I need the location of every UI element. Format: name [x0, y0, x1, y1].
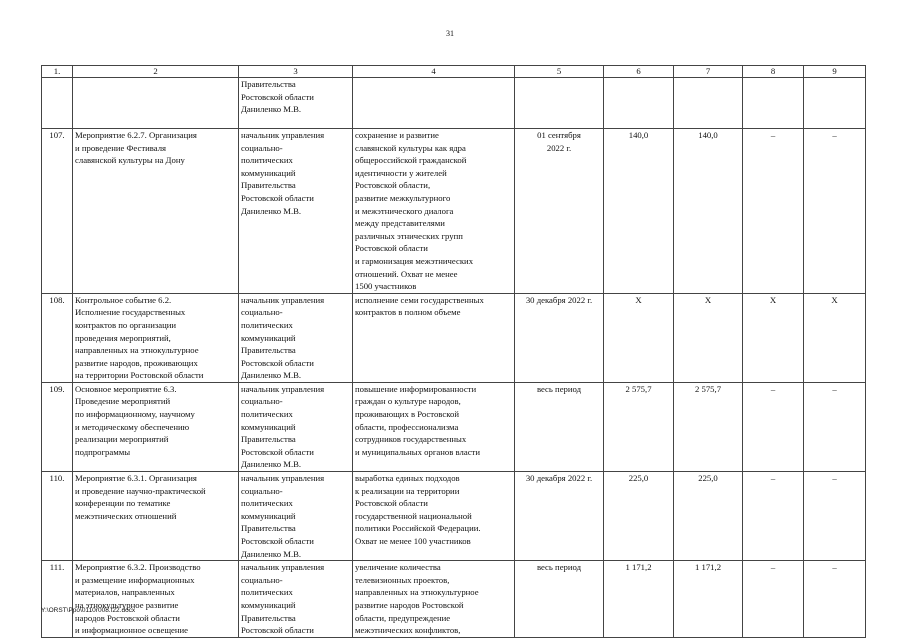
amount-other-cell: –: [804, 472, 866, 561]
column-header: 9: [804, 66, 866, 78]
text-line: Охват не менее 100 участников: [355, 536, 471, 546]
text-line: 30 декабря 2022 г.: [525, 473, 593, 484]
text-line: весь период: [536, 383, 582, 394]
measure-name-cell: [73, 293, 239, 382]
text-line: граждан о культуре народов,: [355, 396, 461, 407]
amount-federal-cell: –: [743, 472, 804, 561]
text-line: политических: [241, 319, 293, 330]
text-line: Ростовской области: [355, 498, 428, 509]
text-line: 01 сентября: [537, 130, 581, 140]
continuation-row: [42, 78, 866, 129]
text-line: Ростовской области: [241, 91, 314, 102]
text-line: межэтнических конфликтов,: [355, 625, 461, 636]
text-line: Ростовской области: [241, 357, 314, 368]
text-line: развитие народов Ростовской: [355, 599, 464, 610]
text-line: области, предупреждение: [355, 612, 451, 623]
text-line: славянской культуры как ядра: [355, 142, 466, 153]
text-line: к реализации на территории: [355, 485, 460, 496]
page-number: 31: [446, 29, 454, 38]
text-line: политических: [241, 587, 293, 598]
column-header: 6: [604, 66, 674, 78]
text-line: развитие народов, проживающих: [75, 357, 198, 368]
responsible-cell: [239, 129, 353, 294]
text-line: и информационное освещение: [75, 625, 189, 636]
text-line: конференции по тематике: [75, 498, 171, 509]
text-line: Даниленко М.В.: [241, 548, 302, 559]
text-line: Ростовской области: [355, 243, 428, 254]
expected-result-cell: [353, 472, 515, 561]
text-line: увеличение количества: [355, 562, 441, 573]
amount-regional-cell: 225,0: [674, 472, 743, 561]
amount-other-cell: –: [804, 561, 866, 638]
empty-cell: [42, 78, 73, 129]
text-line: 2022 г.: [546, 142, 572, 153]
text-line: и методическому обеспечению: [75, 421, 190, 432]
text-line: Основное мероприятие 6.3.: [75, 383, 177, 394]
responsible-cell: [239, 561, 353, 638]
text-line: подпрограммы: [75, 446, 131, 457]
text-line: начальник управления: [241, 473, 325, 484]
text-line: направленных на этнокультурное: [75, 345, 199, 356]
text-line: Ростовской области: [241, 536, 314, 546]
column-header: 5: [515, 66, 604, 78]
row-number-cell: 107.: [42, 129, 73, 294]
text-line: Ростовской области: [241, 192, 314, 203]
text-line: Даниленко М.В.: [241, 205, 302, 216]
text-line: на территории Ростовской области: [75, 370, 204, 381]
table-row: [42, 129, 866, 294]
amount-regional-cell: Х: [674, 293, 743, 382]
text-line: начальник управления: [241, 130, 325, 140]
table-row: [42, 561, 866, 638]
row-number-cell: 109.: [42, 382, 73, 471]
text-line: и размещение информационных: [75, 574, 195, 585]
responsible-cell: [239, 293, 353, 382]
text-line: 1500 участников: [355, 281, 417, 292]
row-number-cell: 110.: [42, 472, 73, 561]
text-line: Правительства: [241, 180, 296, 191]
column-number-row: [42, 66, 866, 78]
expected-result-cell: [353, 382, 515, 471]
row-number-cell: 108.: [42, 293, 73, 382]
amount-total-cell: 2 575,7: [604, 382, 674, 471]
text-line: коммуникаций: [241, 421, 296, 432]
amount-federal-cell: Х: [743, 293, 804, 382]
amount-regional-cell: 140,0: [674, 129, 743, 294]
text-line: начальник управления: [241, 383, 325, 394]
text-line: общероссийской гражданской: [355, 155, 467, 166]
amount-total-cell: 140,0: [604, 129, 674, 294]
column-header: 3: [239, 66, 353, 78]
text-line: Правительства: [241, 523, 296, 534]
text-line: выработка единых подходов: [355, 473, 460, 484]
expected-result-cell: [353, 129, 515, 294]
empty-cell: [515, 78, 604, 129]
text-line: и проведение Фестиваля: [75, 142, 167, 153]
empty-cell: [743, 78, 804, 129]
text-line: политических: [241, 409, 293, 420]
text-line: социально-: [241, 142, 283, 153]
text-line: Даниленко М.В.: [241, 459, 302, 470]
text-line: Мероприятие 6.3.1. Организация: [75, 473, 197, 484]
amount-federal-cell: –: [743, 129, 804, 294]
text-line: отношений. Охват не менее: [355, 268, 458, 279]
text-line: различных этнических групп: [355, 230, 463, 241]
responsible-cell: [239, 472, 353, 561]
text-line: социально-: [241, 396, 283, 407]
text-line: и муниципальных органов власти: [355, 446, 480, 457]
text-line: 30 декабря 2022 г.: [525, 294, 593, 305]
text-line: политических: [241, 498, 293, 509]
measure-name-cell: [73, 561, 239, 638]
text-line: направленных на этнокультурное: [355, 587, 479, 598]
text-line: реализации мероприятий: [75, 434, 169, 445]
text-line: Правительства: [241, 345, 296, 356]
amount-total-cell: Х: [604, 293, 674, 382]
table-row: [42, 293, 866, 382]
deadline-cell: [515, 129, 604, 294]
file-path-footer: Y:\ORST\Ppo\0110r008.f22.docx: [41, 607, 136, 614]
expected-result-cell: [353, 561, 515, 638]
empty-cell: [804, 78, 866, 129]
text-line: сотрудников государственных: [355, 434, 467, 445]
column-header: 1.: [42, 66, 73, 78]
text-line: Ростовской области,: [355, 180, 431, 191]
amount-regional-cell: 2 575,7: [674, 382, 743, 471]
text-line: начальник управления: [241, 562, 325, 573]
text-line: сохранение и развитие: [355, 130, 439, 140]
text-line: социально-: [241, 307, 283, 318]
deadline-cell: [515, 382, 604, 471]
empty-cell: [73, 78, 239, 129]
responsible-cell: [239, 78, 353, 129]
text-line: Исполнение государственных: [75, 307, 186, 318]
text-line: материалов, направленных: [75, 587, 175, 598]
text-line: между представителями: [355, 218, 445, 229]
empty-cell: [353, 78, 515, 129]
text-line: Контрольное событие 6.2.: [75, 294, 172, 305]
text-line: телевизионных проектов,: [355, 574, 450, 585]
amount-other-cell: –: [804, 129, 866, 294]
empty-cell: [674, 78, 743, 129]
amount-federal-cell: –: [743, 561, 804, 638]
text-line: Даниленко М.В.: [241, 370, 302, 381]
text-line: Правительства: [241, 612, 296, 623]
text-line: политики Российской Федерации.: [355, 523, 481, 534]
text-line: по информационному, научному: [75, 409, 195, 420]
text-line: политических: [241, 155, 293, 166]
text-line: и межэтнического диалога: [355, 205, 454, 216]
column-header: 7: [674, 66, 743, 78]
amount-regional-cell: 1 171,2: [674, 561, 743, 638]
measure-name-cell: [73, 472, 239, 561]
table-row: [42, 472, 866, 561]
text-line: славянской культуры на Дону: [75, 155, 185, 166]
text-line: контрактов в полном объеме: [355, 307, 461, 318]
text-line: Мероприятие 6.3.2. Производство: [75, 562, 201, 573]
column-header: 8: [743, 66, 804, 78]
text-line: контрактов по организации: [75, 319, 177, 330]
text-line: коммуникаций: [241, 599, 296, 610]
row-number-cell: 111.: [42, 561, 73, 638]
text-line: государственной национальной: [355, 510, 472, 521]
text-line: начальник управления: [241, 294, 325, 305]
text-line: социально-: [241, 485, 283, 496]
text-line: области, профессионализма: [355, 421, 459, 432]
text-line: и проведение научно-практической: [75, 485, 206, 496]
amount-total-cell: 1 171,2: [604, 561, 674, 638]
deadline-cell: [515, 561, 604, 638]
text-line: исполнение семи государственных: [355, 294, 484, 305]
text-line: развитие межкультурного: [355, 192, 451, 203]
amount-other-cell: –: [804, 382, 866, 471]
column-header: 2: [73, 66, 239, 78]
amount-total-cell: 225,0: [604, 472, 674, 561]
column-header: 4: [353, 66, 515, 78]
text-line: коммуникаций: [241, 510, 296, 521]
text-line: коммуникаций: [241, 167, 296, 178]
text-line: народов Ростовской области: [75, 612, 180, 623]
table-row: [42, 382, 866, 471]
text-line: коммуникаций: [241, 332, 296, 343]
amount-federal-cell: –: [743, 382, 804, 471]
text-line: Даниленко М.В.: [241, 104, 302, 115]
deadline-cell: [515, 293, 604, 382]
text-line: весь период: [536, 562, 582, 573]
measures-table: [41, 65, 866, 638]
text-line: проживающих в Ростовской: [355, 409, 459, 420]
amount-other-cell: Х: [804, 293, 866, 382]
text-line: на этнокультурное развитие: [75, 599, 179, 610]
text-line: повышение информированности: [355, 383, 477, 394]
measure-name-cell: [73, 129, 239, 294]
text-line: идентичности у жителей: [355, 167, 447, 178]
text-line: Проведение мероприятий: [75, 396, 171, 407]
text-line: социально-: [241, 574, 283, 585]
text-line: Правительства: [241, 79, 296, 89]
responsible-cell: [239, 382, 353, 471]
text-line: Ростовской области: [241, 446, 314, 457]
text-line: и гармонизация межэтнических: [355, 255, 474, 266]
deadline-cell: [515, 472, 604, 561]
text-line: Правительства: [241, 434, 296, 445]
empty-cell: [604, 78, 674, 129]
text-line: Мероприятие 6.2.7. Организация: [75, 130, 197, 140]
text-line: Ростовской области: [241, 625, 314, 636]
expected-result-cell: [353, 293, 515, 382]
measure-name-cell: [73, 382, 239, 471]
text-line: проведения мероприятий,: [75, 332, 171, 343]
text-line: межэтнических отношений: [75, 510, 177, 521]
